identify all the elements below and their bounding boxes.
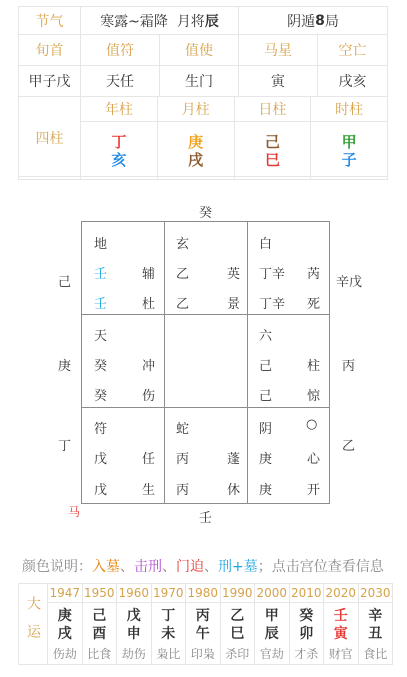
xunshou-value: 甲子戊 [19, 66, 81, 96]
dayun-column[interactable] [186, 584, 221, 664]
legend-item: 入墓 [92, 559, 120, 575]
palace-god: 天 [94, 329, 108, 344]
left-label-top: 己 [58, 275, 72, 290]
palace-god: 六 [259, 329, 273, 344]
dayun-shishen: 才杀 [294, 647, 319, 661]
right-label-bottom: 乙 [342, 439, 356, 454]
jieqi-yuejiang: 寒露~霜降 月将 辰 [81, 7, 239, 34]
palace-heaven-stem: 丁辛 [259, 267, 286, 282]
dayun-column[interactable] [324, 584, 359, 664]
palace-dui[interactable] [248, 315, 329, 407]
palace-god: 蛇 [176, 422, 190, 437]
dayun-column[interactable] [152, 584, 187, 664]
palace-qian[interactable] [248, 408, 329, 503]
dayun-column[interactable] [290, 584, 325, 664]
month-pillar: 庚 戌 [158, 122, 235, 179]
palace-gate: 死 [307, 297, 321, 312]
palace-heaven-stem: 己 [259, 359, 273, 374]
year-pillar-header: 年柱 [81, 97, 158, 121]
dayun-column[interactable] [255, 584, 290, 664]
xunshou-label: 旬首 [19, 35, 81, 65]
palace-star: 芮 [307, 267, 321, 282]
dayun-shishen: 枭比 [156, 647, 181, 661]
jieqi-label: 节气 [19, 7, 81, 34]
left-label-mid: 庚 [58, 359, 72, 374]
palace-earth-stem: 丁辛 [259, 297, 286, 312]
dayun-shishen: 食比 [363, 647, 388, 661]
palace-earth-stem: 乙 [176, 297, 190, 312]
dayun-ganzhi: 癸 卯 [299, 608, 314, 642]
palace-gate: 休 [227, 483, 241, 498]
dayun-year: 2000 [255, 584, 289, 603]
dayun-ganzhi: 戊 申 [126, 608, 141, 642]
palace-god: 地 [94, 237, 108, 252]
legend-item: 击刑 [134, 559, 162, 575]
dayun-ganzhi: 壬 寅 [333, 608, 348, 642]
palace-gate: 伤 [142, 389, 156, 404]
palace-god: 白 [259, 237, 273, 252]
dayun-year: 1950 [83, 584, 117, 603]
maxing-value: 寅 [239, 66, 318, 96]
dayun-year: 1960 [117, 584, 151, 603]
dayun-year: 2020 [324, 584, 358, 603]
palace-gen[interactable] [82, 408, 164, 503]
legend-item: 刑+墓 [218, 559, 258, 575]
info-table [18, 6, 388, 180]
dayun-column[interactable] [359, 584, 393, 664]
palace-star: 冲 [142, 359, 156, 374]
palace-heaven-stem: 戊 [94, 452, 108, 467]
right-label-mid: 丙 [342, 359, 356, 374]
dayun-year: 1990 [221, 584, 255, 603]
bottom-label: 壬 [199, 511, 213, 526]
hour-pillar: 甲 子 [341, 132, 357, 169]
dayun-column[interactable] [48, 584, 83, 664]
hour-pillar-header: 时柱 [335, 102, 364, 118]
zhishi-label: 值使 [160, 35, 239, 65]
palace-star: 英 [227, 267, 241, 282]
zhifu-value: 天任 [81, 66, 160, 96]
ma-marker: 马 [68, 505, 81, 519]
zhishi-value: 生门 [160, 66, 239, 96]
palace-earth-stem: 戊 [94, 483, 108, 498]
palace-earth-stem: 己 [259, 389, 273, 404]
dayun-column[interactable] [117, 584, 152, 664]
palace-heaven-stem: 癸 [94, 359, 108, 374]
palace-gate: 惊 [307, 389, 321, 404]
palace-earth-stem: 庚 [259, 483, 273, 498]
dayun-shishen: 官劫 [259, 647, 284, 661]
dayun-shishen: 杀印 [225, 647, 250, 661]
palace-god: 玄 [176, 237, 190, 252]
dayun-year: 1970 [152, 584, 186, 603]
palace-star: 蓬 [227, 452, 241, 467]
kongwang-value: 戌亥 [338, 74, 367, 90]
palace-kan[interactable] [165, 408, 247, 503]
dayun-column[interactable] [221, 584, 256, 664]
palace-god: 符 [94, 422, 108, 437]
dayun-year: 2010 [290, 584, 324, 603]
palace-kun[interactable] [248, 222, 329, 314]
dayun-ganzhi: 辛 丑 [368, 608, 383, 642]
legend-item: 门迫 [176, 559, 204, 575]
dayun-ganzhi: 庚 戌 [57, 608, 72, 642]
left-label-bottom: 丁 [58, 439, 72, 454]
palace-star: 辅 [142, 267, 156, 282]
dayun-shishen: 印枭 [190, 647, 215, 661]
dayun-year: 1980 [186, 584, 220, 603]
palace-star: 任 [142, 452, 156, 467]
palace-center[interactable] [165, 315, 247, 407]
circle-mark-icon: ○ [306, 417, 318, 432]
palace-star: 柱 [307, 359, 321, 374]
palace-zhen[interactable] [82, 315, 164, 407]
kongwang-label: 空亡 [338, 43, 367, 59]
dayun-year: 1947 [48, 584, 82, 603]
top-label: 癸 [199, 206, 213, 221]
palace-heaven-stem: 庚 [259, 452, 273, 467]
dayun-ganzhi: 丙 午 [195, 608, 210, 642]
color-legend: 颜色说明：入墓、击刑、门迫、刑+墓；点击宫位查看信息 [22, 559, 384, 575]
palace-earth-stem: 癸 [94, 389, 108, 404]
palace-li[interactable] [165, 222, 247, 314]
palace-gate: 生 [142, 483, 156, 498]
dayun-shishen: 比食 [87, 647, 112, 661]
palace-xun[interactable] [82, 222, 164, 314]
day-pillar: 己 巳 [235, 122, 312, 179]
palace-gate: 景 [227, 297, 241, 312]
palace-earth-stem: 壬 [94, 297, 108, 312]
nine-palace-grid [81, 221, 330, 504]
dayun-ganzhi: 乙 巳 [230, 608, 245, 642]
palace-star: 心 [307, 452, 321, 467]
dayun-label: 大运 [19, 584, 48, 664]
palace-heaven-stem: 壬 [94, 267, 108, 282]
dayun-year: 2030 [359, 584, 393, 603]
dayun-shishen: 伤劫 [52, 647, 77, 661]
day-pillar-header: 日柱 [235, 97, 312, 121]
month-pillar-header: 月柱 [158, 97, 235, 121]
palace-gate: 开 [307, 483, 321, 498]
ju-value: 阴遁 8 局 [287, 12, 339, 30]
palace-heaven-stem: 乙 [176, 267, 190, 282]
maxing-label: 马星 [239, 35, 318, 65]
dayun-table [18, 583, 393, 665]
dayun-shishen: 劫伤 [121, 647, 146, 661]
dayun-column[interactable] [83, 584, 118, 664]
zhifu-label: 值符 [81, 35, 160, 65]
dayun-ganzhi: 丁 未 [161, 608, 176, 642]
dayun-ganzhi: 甲 辰 [264, 608, 279, 642]
sizhu-label: 四柱 [19, 97, 81, 179]
divider [18, 176, 388, 177]
year-pillar: 丁 亥 [81, 122, 158, 179]
palace-heaven-stem: 丙 [176, 452, 190, 467]
palace-god: 阴 [259, 422, 273, 437]
right-label-top: 辛戊 [336, 275, 363, 290]
palace-earth-stem: 丙 [176, 483, 190, 498]
dayun-ganzhi: 己 酉 [92, 608, 107, 642]
dayun-shishen: 财官 [328, 647, 353, 661]
palace-gate: 杜 [142, 297, 156, 312]
